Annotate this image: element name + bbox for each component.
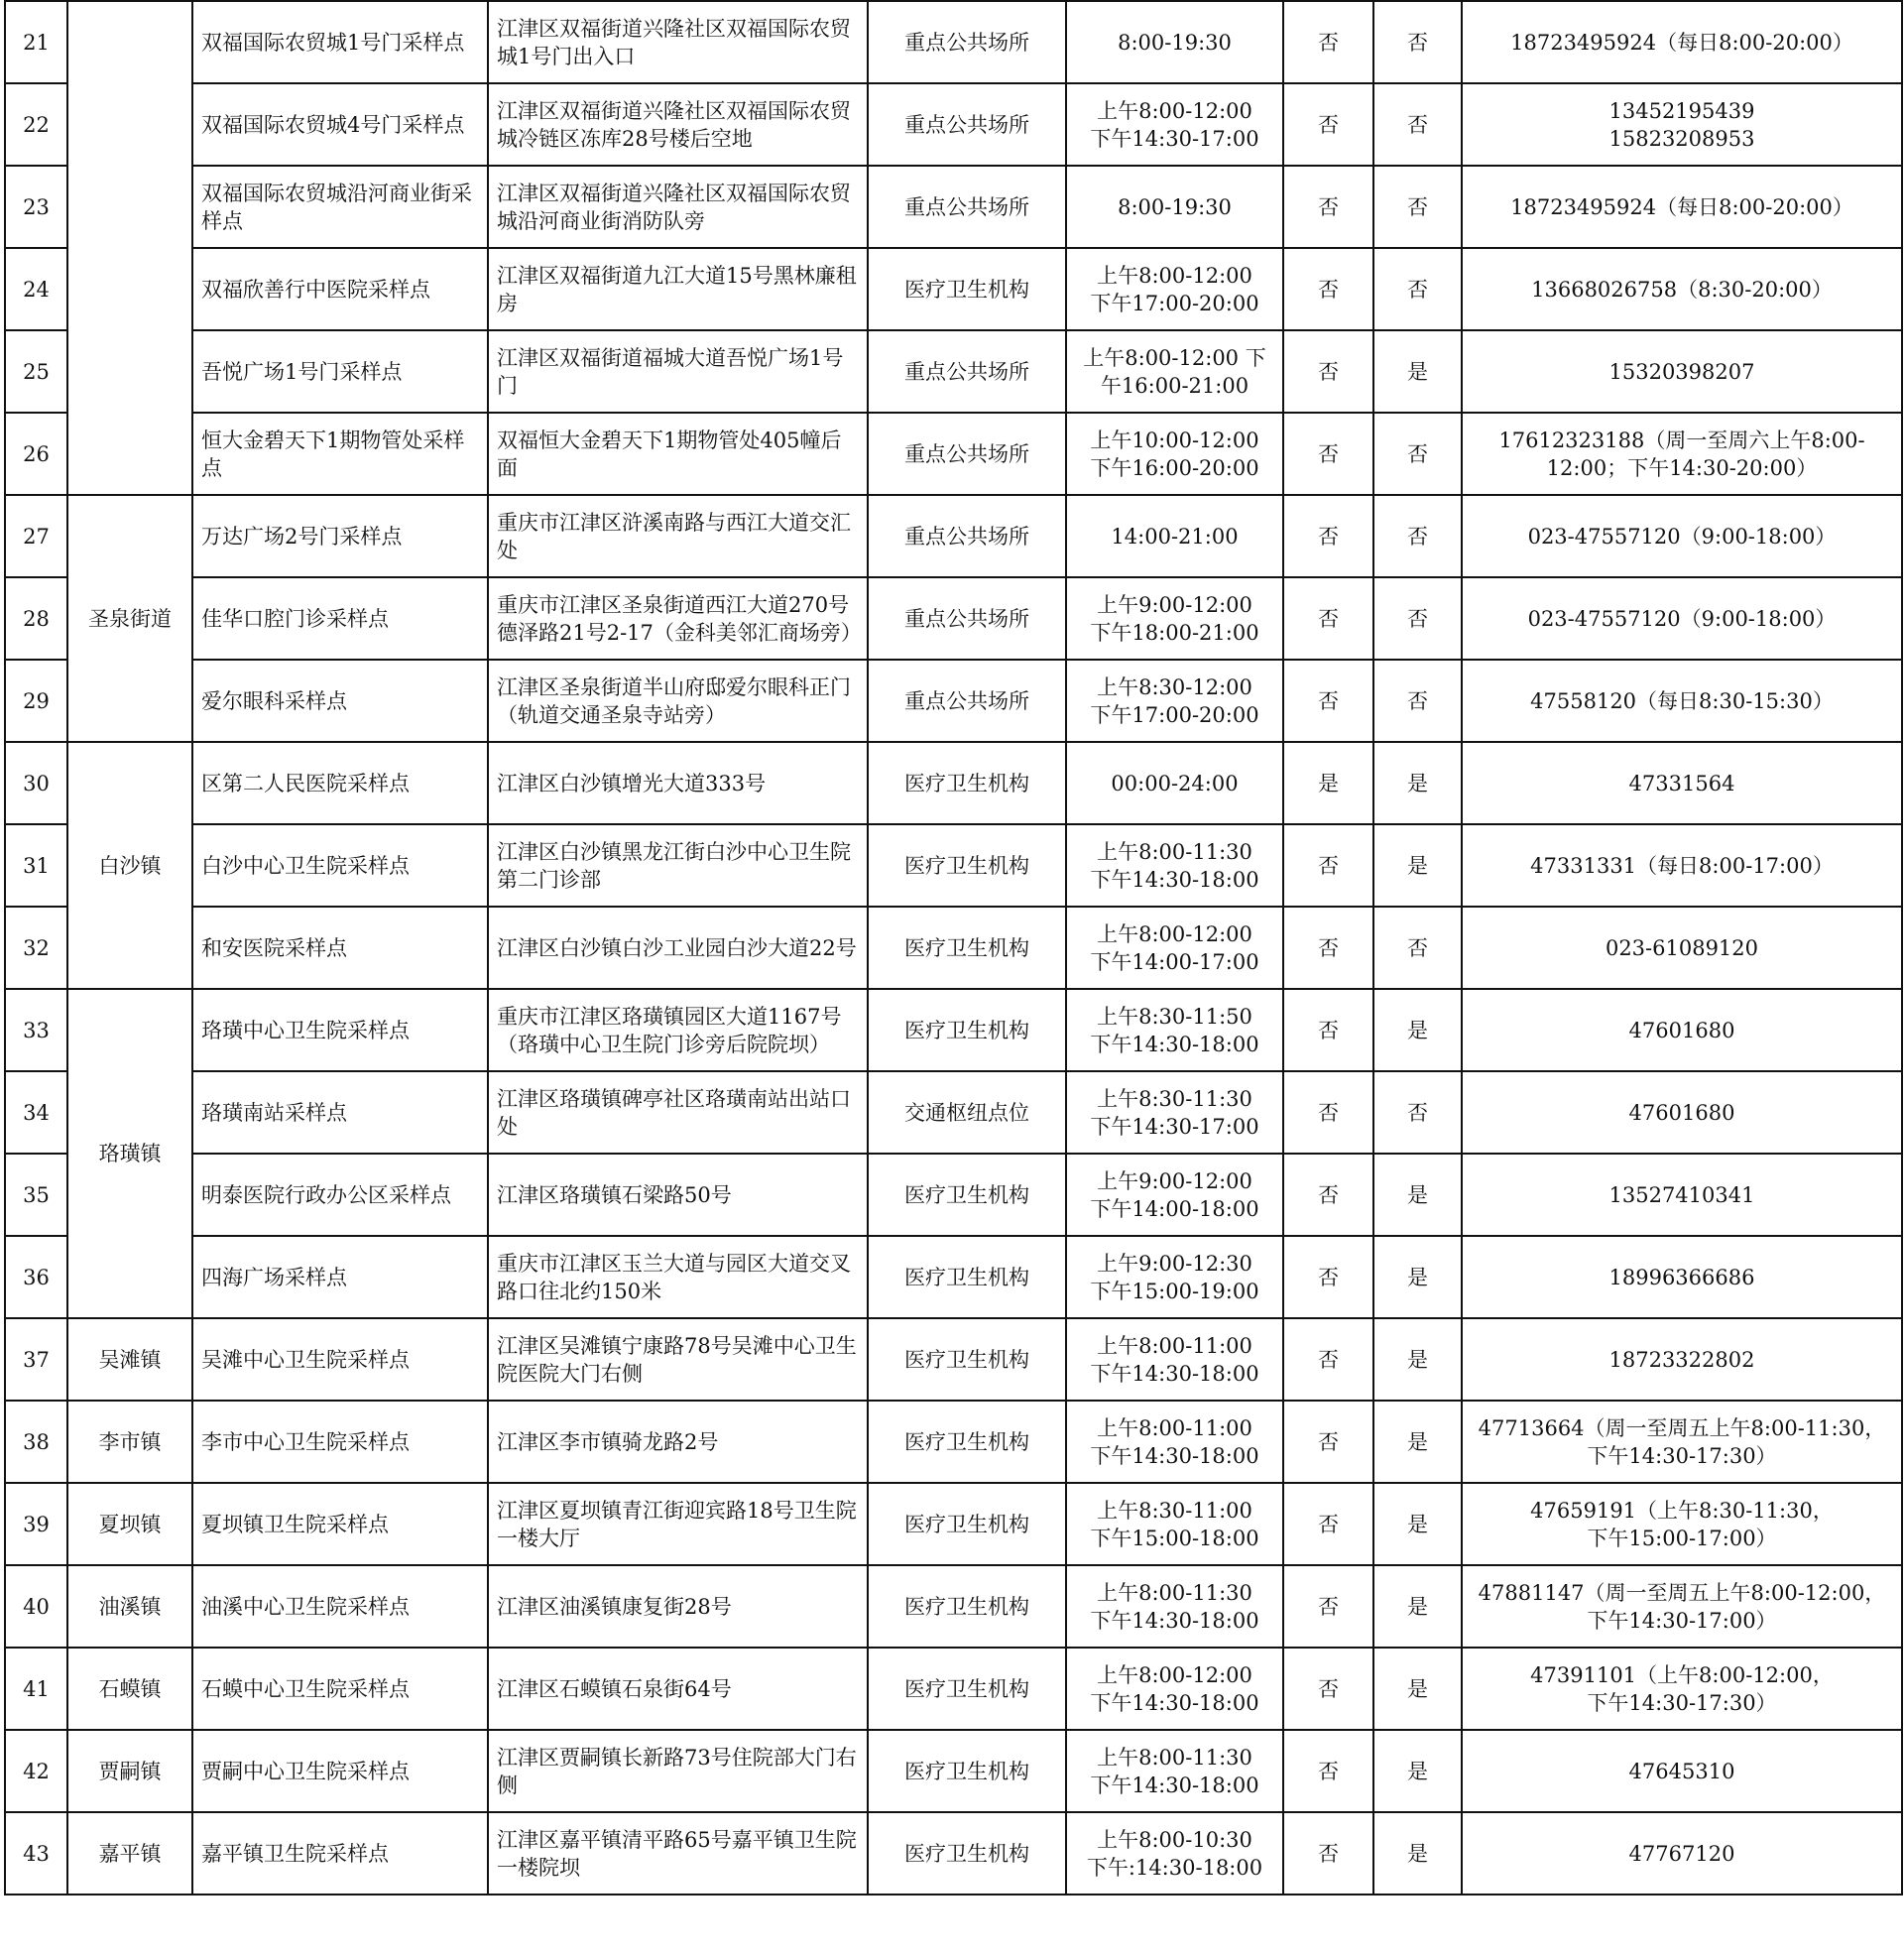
row-number-cell: 37	[5, 1318, 67, 1401]
flag-b-cell: 是	[1373, 1812, 1462, 1895]
address-cell: 江津区夏坝镇青江街迎宾路18号卫生院一楼大厅	[488, 1483, 868, 1565]
hours-cell: 上午10:00-12:00 下午16:00-20:00	[1066, 413, 1283, 495]
flag-a-cell: 否	[1283, 83, 1373, 166]
flag-b-cell: 是	[1373, 1318, 1462, 1401]
site-type-cell: 重点公共场所	[868, 330, 1066, 413]
flag-b-cell: 否	[1373, 1, 1462, 83]
phone-cell: 47601680	[1462, 1071, 1902, 1154]
hours-cell: 上午8:00-11:30 下午14:30-18:00	[1066, 1565, 1283, 1648]
phone-cell: 47391101（上午8:00-12:00， 下午14:30-17:30）	[1462, 1648, 1902, 1730]
row-number-cell: 21	[5, 1, 67, 83]
hours-cell: 上午8:00-11:00 下午14:30-18:00	[1066, 1401, 1283, 1483]
flag-b-cell: 否	[1373, 248, 1462, 330]
hours-cell: 14:00-21:00	[1066, 495, 1283, 577]
flag-a-cell: 否	[1283, 824, 1373, 907]
town-cell: 白沙镇	[67, 742, 192, 989]
flag-b-cell: 是	[1373, 1236, 1462, 1318]
table-row	[5, 1483, 1902, 1565]
address-cell: 双福恒大金碧天下1期物管处405幢后面	[488, 413, 868, 495]
table-row	[5, 1401, 1902, 1483]
flag-a-cell: 否	[1283, 1, 1373, 83]
hours-cell: 上午8:00-12:00 下午16:00-21:00	[1066, 330, 1283, 413]
address-cell: 江津区珞璜镇碑亭社区珞璜南站出站口处	[488, 1071, 868, 1154]
phone-cell: 023-47557120（9:00-18:00）	[1462, 577, 1902, 660]
flag-b-cell: 否	[1373, 1071, 1462, 1154]
address-cell: 江津区白沙镇白沙工业园白沙大道22号	[488, 907, 868, 989]
site-name-cell: 双福国际农贸城沿河商业街采样点	[192, 166, 488, 248]
hours-cell: 上午8:00-11:00 下午14:30-18:00	[1066, 1318, 1283, 1401]
hours-cell: 上午8:30-11:00 下午15:00-18:00	[1066, 1483, 1283, 1565]
table-row	[5, 248, 1902, 330]
site-name-cell: 恒大金碧天下1期物管处采样点	[192, 413, 488, 495]
table-row	[5, 577, 1902, 660]
site-name-cell: 爱尔眼科采样点	[192, 660, 488, 742]
site-name-cell: 明泰医院行政办公区采样点	[192, 1154, 488, 1236]
site-name-cell: 夏坝镇卫生院采样点	[192, 1483, 488, 1565]
address-cell: 重庆市江津区圣泉街道西江大道270号德泽路21号2-17（金科美邻汇商场旁）	[488, 577, 868, 660]
site-name-cell: 珞璜中心卫生院采样点	[192, 989, 488, 1071]
flag-b-cell: 否	[1373, 166, 1462, 248]
site-type-cell: 医疗卫生机构	[868, 1648, 1066, 1730]
phone-cell: 15320398207	[1462, 330, 1902, 413]
phone-cell: 18723495924（每日8:00-20:00）	[1462, 166, 1902, 248]
site-type-cell: 医疗卫生机构	[868, 824, 1066, 907]
hours-cell: 上午9:00-12:30 下午15:00-19:00	[1066, 1236, 1283, 1318]
site-type-cell: 医疗卫生机构	[868, 1565, 1066, 1648]
flag-b-cell: 是	[1373, 1154, 1462, 1236]
site-type-cell: 医疗卫生机构	[868, 907, 1066, 989]
row-number-cell: 31	[5, 824, 67, 907]
site-name-cell: 双福欣善行中医院采样点	[192, 248, 488, 330]
row-number-cell: 41	[5, 1648, 67, 1730]
address-cell: 江津区双福街道九江大道15号黑林廉租房	[488, 248, 868, 330]
site-name-cell: 李市中心卫生院采样点	[192, 1401, 488, 1483]
address-cell: 江津区吴滩镇宁康路78号吴滩中心卫生院医院大门右侧	[488, 1318, 868, 1401]
flag-a-cell: 否	[1283, 907, 1373, 989]
address-cell: 江津区双福街道兴隆社区双福国际农贸城沿河商业街消防队旁	[488, 166, 868, 248]
flag-a-cell: 否	[1283, 248, 1373, 330]
hours-cell: 上午8:30-11:50 下午14:30-18:00	[1066, 989, 1283, 1071]
town-cell: 油溪镇	[67, 1565, 192, 1648]
row-number-cell: 38	[5, 1401, 67, 1483]
hours-cell: 上午8:30-12:00 下午17:00-20:00	[1066, 660, 1283, 742]
flag-b-cell: 是	[1373, 330, 1462, 413]
site-type-cell: 医疗卫生机构	[868, 1812, 1066, 1895]
phone-cell: 47331331（每日8:00-17:00）	[1462, 824, 1902, 907]
hours-cell: 8:00-19:30	[1066, 166, 1283, 248]
site-type-cell: 医疗卫生机构	[868, 1483, 1066, 1565]
site-type-cell: 重点公共场所	[868, 166, 1066, 248]
site-name-cell: 四海广场采样点	[192, 1236, 488, 1318]
phone-cell: 47558120（每日8:30-15:30）	[1462, 660, 1902, 742]
site-type-cell: 交通枢纽点位	[868, 1071, 1066, 1154]
phone-cell: 47713664（周一至周五上午8:00-11:30， 下午14:30-17:30）	[1462, 1401, 1902, 1483]
site-type-cell: 医疗卫生机构	[868, 989, 1066, 1071]
phone-cell: 13668026758（8:30-20:00）	[1462, 248, 1902, 330]
table-row	[5, 989, 1902, 1071]
table-row	[5, 1812, 1902, 1895]
address-cell: 江津区白沙镇黑龙江街白沙中心卫生院第二门诊部	[488, 824, 868, 907]
address-cell: 江津区石蟆镇石泉街64号	[488, 1648, 868, 1730]
site-type-cell: 医疗卫生机构	[868, 1236, 1066, 1318]
row-number-cell: 28	[5, 577, 67, 660]
phone-cell: 17612323188（周一至周六上午8:00-12:00；下午14:30-20:00）	[1462, 413, 1902, 495]
flag-b-cell: 是	[1373, 1483, 1462, 1565]
hours-cell: 上午8:00-12:00 下午14:30-17:00	[1066, 83, 1283, 166]
table-row	[5, 166, 1902, 248]
row-number-cell: 32	[5, 907, 67, 989]
flag-b-cell: 否	[1373, 83, 1462, 166]
flag-b-cell: 是	[1373, 1730, 1462, 1812]
address-cell: 江津区贾嗣镇长新路73号住院部大门右侧	[488, 1730, 868, 1812]
flag-a-cell: 否	[1283, 413, 1373, 495]
site-name-cell: 白沙中心卫生院采样点	[192, 824, 488, 907]
flag-a-cell: 否	[1283, 1401, 1373, 1483]
row-number-cell: 29	[5, 660, 67, 742]
town-cell: 吴滩镇	[67, 1318, 192, 1401]
row-number-cell: 33	[5, 989, 67, 1071]
row-number-cell: 26	[5, 413, 67, 495]
phone-cell: 47331564	[1462, 742, 1902, 824]
town-cell: 夏坝镇	[67, 1483, 192, 1565]
table-row	[5, 1154, 1902, 1236]
site-name-cell: 区第二人民医院采样点	[192, 742, 488, 824]
hours-cell: 上午8:30-11:30 下午14:30-17:00	[1066, 1071, 1283, 1154]
sampling-sites-table	[4, 0, 1903, 1895]
flag-a-cell: 否	[1283, 166, 1373, 248]
row-number-cell: 42	[5, 1730, 67, 1812]
table-row	[5, 1565, 1902, 1648]
flag-b-cell: 是	[1373, 824, 1462, 907]
flag-b-cell: 否	[1373, 413, 1462, 495]
site-type-cell: 重点公共场所	[868, 413, 1066, 495]
table-row	[5, 413, 1902, 495]
hours-cell: 上午8:00-12:00 下午14:00-17:00	[1066, 907, 1283, 989]
site-name-cell: 双福国际农贸城1号门采样点	[192, 1, 488, 83]
flag-a-cell: 否	[1283, 989, 1373, 1071]
hours-cell: 00:00-24:00	[1066, 742, 1283, 824]
row-number-cell: 40	[5, 1565, 67, 1648]
address-cell: 江津区李市镇骑龙路2号	[488, 1401, 868, 1483]
address-cell: 江津区珞璜镇石梁路50号	[488, 1154, 868, 1236]
flag-b-cell: 是	[1373, 742, 1462, 824]
site-type-cell: 重点公共场所	[868, 495, 1066, 577]
flag-b-cell: 是	[1373, 1401, 1462, 1483]
address-cell: 江津区圣泉街道半山府邸爱尔眼科正门（轨道交通圣泉寺站旁）	[488, 660, 868, 742]
flag-a-cell: 否	[1283, 1318, 1373, 1401]
site-name-cell: 贾嗣中心卫生院采样点	[192, 1730, 488, 1812]
row-number-cell: 43	[5, 1812, 67, 1895]
phone-cell: 18723322802	[1462, 1318, 1902, 1401]
phone-cell: 023-47557120（9:00-18:00）	[1462, 495, 1902, 577]
site-type-cell: 医疗卫生机构	[868, 248, 1066, 330]
row-number-cell: 22	[5, 83, 67, 166]
town-cell	[67, 1, 192, 495]
phone-cell: 47767120	[1462, 1812, 1902, 1895]
site-type-cell: 重点公共场所	[868, 1, 1066, 83]
table-row	[5, 1, 1902, 83]
flag-a-cell: 否	[1283, 660, 1373, 742]
row-number-cell: 24	[5, 248, 67, 330]
town-cell: 贾嗣镇	[67, 1730, 192, 1812]
town-cell: 嘉平镇	[67, 1812, 192, 1895]
site-type-cell: 医疗卫生机构	[868, 1318, 1066, 1401]
row-number-cell: 25	[5, 330, 67, 413]
table-row	[5, 1318, 1902, 1401]
table-row	[5, 824, 1902, 907]
address-cell: 江津区白沙镇增光大道333号	[488, 742, 868, 824]
address-cell: 江津区双福街道福城大道吾悦广场1号门	[488, 330, 868, 413]
flag-a-cell: 否	[1283, 1154, 1373, 1236]
phone-cell: 13527410341	[1462, 1154, 1902, 1236]
flag-b-cell: 是	[1373, 989, 1462, 1071]
flag-a-cell: 否	[1283, 1648, 1373, 1730]
table-row	[5, 1730, 1902, 1812]
site-name-cell: 嘉平镇卫生院采样点	[192, 1812, 488, 1895]
site-name-cell: 珞璜南站采样点	[192, 1071, 488, 1154]
site-name-cell: 吾悦广场1号门采样点	[192, 330, 488, 413]
address-cell: 江津区双福街道兴隆社区双福国际农贸城1号门出入口	[488, 1, 868, 83]
hours-cell: 上午8:00-11:30 下午14:30-18:00	[1066, 824, 1283, 907]
town-cell: 圣泉街道	[67, 495, 192, 742]
flag-b-cell: 否	[1373, 907, 1462, 989]
site-name-cell: 佳华口腔门诊采样点	[192, 577, 488, 660]
address-cell: 重庆市江津区珞璜镇园区大道1167号（珞璜中心卫生院门诊旁后院院坝）	[488, 989, 868, 1071]
row-number-cell: 35	[5, 1154, 67, 1236]
table-row	[5, 83, 1902, 166]
hours-cell: 8:00-19:30	[1066, 1, 1283, 83]
phone-cell: 47645310	[1462, 1730, 1902, 1812]
flag-b-cell: 否	[1373, 577, 1462, 660]
row-number-cell: 39	[5, 1483, 67, 1565]
site-name-cell: 油溪中心卫生院采样点	[192, 1565, 488, 1648]
phone-cell: 023-61089120	[1462, 907, 1902, 989]
phone-cell: 13452195439 15823208953	[1462, 83, 1902, 166]
site-type-cell: 重点公共场所	[868, 660, 1066, 742]
flag-a-cell: 否	[1283, 1071, 1373, 1154]
hours-cell: 上午9:00-12:00 下午18:00-21:00	[1066, 577, 1283, 660]
row-number-cell: 23	[5, 166, 67, 248]
phone-cell: 47659191（上午8:30-11:30， 下午15:00-17:00）	[1462, 1483, 1902, 1565]
row-number-cell: 30	[5, 742, 67, 824]
address-cell: 重庆市江津区玉兰大道与园区大道交叉路口往北约150米	[488, 1236, 868, 1318]
flag-a-cell: 否	[1283, 495, 1373, 577]
hours-cell: 上午8:00-12:00 下午14:30-18:00	[1066, 1648, 1283, 1730]
phone-cell: 18996366686	[1462, 1236, 1902, 1318]
site-type-cell: 重点公共场所	[868, 577, 1066, 660]
address-cell: 江津区油溪镇康复街28号	[488, 1565, 868, 1648]
town-cell: 珞璜镇	[67, 989, 192, 1318]
flag-b-cell: 否	[1373, 660, 1462, 742]
site-type-cell: 医疗卫生机构	[868, 742, 1066, 824]
address-cell: 重庆市江津区浒溪南路与西江大道交汇处	[488, 495, 868, 577]
flag-b-cell: 是	[1373, 1648, 1462, 1730]
flag-a-cell: 否	[1283, 1236, 1373, 1318]
flag-b-cell: 是	[1373, 1565, 1462, 1648]
phone-cell: 47881147（周一至周五上午8:00-12:00， 下午14:30-17:00）	[1462, 1565, 1902, 1648]
address-cell: 江津区双福街道兴隆社区双福国际农贸城冷链区冻库28号楼后空地	[488, 83, 868, 166]
flag-a-cell: 否	[1283, 330, 1373, 413]
flag-a-cell: 否	[1283, 1483, 1373, 1565]
site-type-cell: 重点公共场所	[868, 83, 1066, 166]
phone-cell: 47601680	[1462, 989, 1902, 1071]
phone-cell: 18723495924（每日8:00-20:00）	[1462, 1, 1902, 83]
site-type-cell: 医疗卫生机构	[868, 1401, 1066, 1483]
table-body	[5, 1, 1902, 1895]
table-row	[5, 907, 1902, 989]
flag-a-cell: 是	[1283, 742, 1373, 824]
table-row	[5, 1648, 1902, 1730]
site-type-cell: 医疗卫生机构	[868, 1154, 1066, 1236]
table-row	[5, 660, 1902, 742]
site-name-cell: 和安医院采样点	[192, 907, 488, 989]
hours-cell: 上午8:00-12:00 下午17:00-20:00	[1066, 248, 1283, 330]
flag-a-cell: 否	[1283, 1730, 1373, 1812]
flag-a-cell: 否	[1283, 1565, 1373, 1648]
table-row	[5, 1071, 1902, 1154]
site-name-cell: 双福国际农贸城4号门采样点	[192, 83, 488, 166]
hours-cell: 上午8:00-10:30 下午:14:30-18:00	[1066, 1812, 1283, 1895]
hours-cell: 上午9:00-12:00 下午14:00-18:00	[1066, 1154, 1283, 1236]
town-cell: 石蟆镇	[67, 1648, 192, 1730]
table-row	[5, 330, 1902, 413]
site-type-cell: 医疗卫生机构	[868, 1730, 1066, 1812]
table-row	[5, 742, 1902, 824]
site-name-cell: 石蟆中心卫生院采样点	[192, 1648, 488, 1730]
row-number-cell: 34	[5, 1071, 67, 1154]
flag-b-cell: 否	[1373, 495, 1462, 577]
site-name-cell: 吴滩中心卫生院采样点	[192, 1318, 488, 1401]
hours-cell: 上午8:00-11:30 下午14:30-18:00	[1066, 1730, 1283, 1812]
town-cell: 李市镇	[67, 1401, 192, 1483]
flag-a-cell: 否	[1283, 577, 1373, 660]
row-number-cell: 27	[5, 495, 67, 577]
site-name-cell: 万达广场2号门采样点	[192, 495, 488, 577]
address-cell: 江津区嘉平镇清平路65号嘉平镇卫生院一楼院坝	[488, 1812, 868, 1895]
row-number-cell: 36	[5, 1236, 67, 1318]
table-row	[5, 495, 1902, 577]
flag-a-cell: 否	[1283, 1812, 1373, 1895]
table-row	[5, 1236, 1902, 1318]
